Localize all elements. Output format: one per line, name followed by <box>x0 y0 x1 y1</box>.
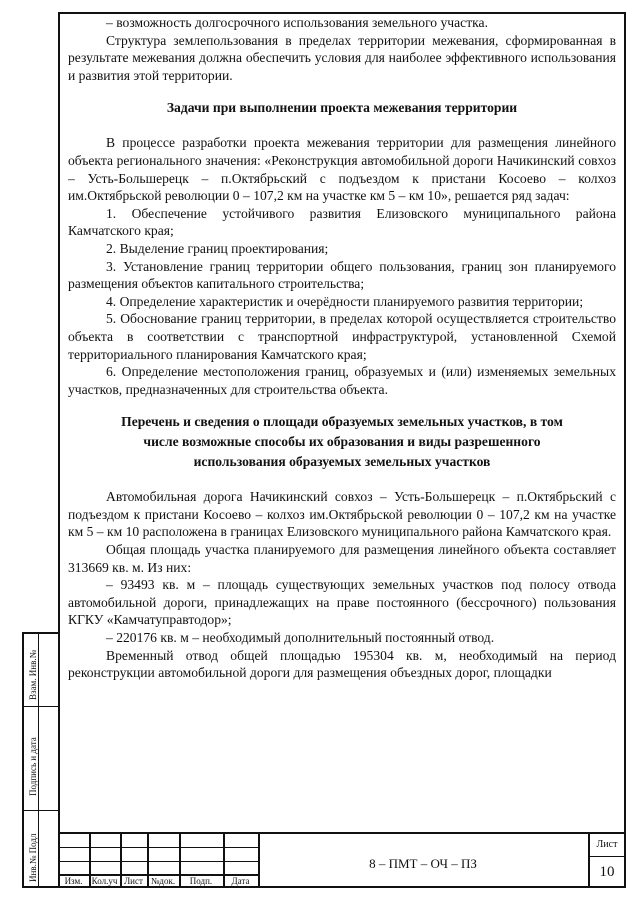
paragraph: Общая площадь участка планируемого для размещения линейного объекта составляет 313669 кв. м. Из них: <box>68 542 616 575</box>
title-block <box>58 832 626 888</box>
column-label: Подп. <box>189 876 213 886</box>
task-item: 5. Обоснование границ территории, в пределах которой осуществляется строительство объекта в соответствии с транспортной инфраструктурой, установленной Схемой территориального планирования Камчатского края; <box>68 311 616 362</box>
task-item: 6. Определение местоположения границ, образуемых и (или) изменяемых земельных участков, предназначенных для строительства объекта. <box>68 364 616 397</box>
section-heading: Задачи при выполнении проекта межевания территории <box>166 100 518 116</box>
column-label: Изм. <box>64 876 83 886</box>
paragraph: – 93493 кв. м – площадь существующих земельных участков под полосу отвода автомобильной дороги, принадлежащих на праве постоянного (бессрочного) пользования КГКУ «Камчатуправтодор»; <box>68 577 616 628</box>
margin-label: Подпись и дата <box>28 737 38 796</box>
column-label: Дата <box>231 876 250 886</box>
paragraph: – 220176 кв. м – необходимый дополнительный постоянный отвод. <box>106 630 495 646</box>
column-label: Кол.уч <box>91 876 118 886</box>
heading-line: Перечень и сведения о площади образуемых земельных участков, в том <box>121 414 563 430</box>
paragraph: – возможность долгосрочного использования земельного участка. <box>106 15 488 30</box>
paragraph: В процессе разработки проекта межевания территории для размещения линейного объекта регионального значения: «Реконструкция автомобильной дороги Начикинский совхоз – Усть-Большерецк – п.Октябрьский с подъездом к пристани Косоево – колхоз им.Октябрьской революции 0 – 107,2 км на участке км 5 – км 10», решается ряд задач: <box>68 135 616 204</box>
margin-label: Взам. Инв.№ <box>28 649 38 700</box>
task-item: 4. Определение характеристик и очерёдности планируемого развития территории; <box>106 293 584 309</box>
sheet-label: Лист <box>596 839 618 850</box>
paragraph: Автомобильная дорога Начикинский совхоз – Усть-Большерецк – п.Октябрьский с подъездом к пристани Косоево – колхоз им.Октябрьской революции 0 – 107,2 км на участке км 5 – км 10 расположена в границах Елизовского муниципального района Камчатского края. <box>68 489 616 540</box>
section-heading <box>68 412 616 472</box>
paragraph: Временный отвод общей площадью 195304 кв. м, необходимый на период реконструкции автомобильной дороги для размещения объездных дорог, площадки <box>68 647 616 681</box>
document-code: 8 – ПМТ – ОЧ – ПЗ <box>369 856 477 871</box>
task-item: 2. Выделение границ проектирования; <box>106 240 329 256</box>
column-label: №док. <box>150 876 176 886</box>
column-label: Лист <box>124 876 143 886</box>
margin-label: Инв.№ Подл <box>28 833 38 882</box>
heading-line: использования образуемых земельных участков <box>193 454 491 470</box>
sheet-number: 10 <box>599 864 615 880</box>
heading-line: числе возможные способы их образования и виды разрешенного <box>143 434 541 450</box>
document-body <box>68 14 616 832</box>
task-item: 1. Обеспечение устойчивого развития Елизовского муниципального района Камчатского края; <box>68 205 616 239</box>
task-item: 3. Установление границ территории общего пользования, границ зон планируемого размещения объектов капитального строительства; <box>68 258 616 292</box>
paragraph: Структура землепользования в пределах территории межевания, сформированная в результате межевания должна обеспечить условия для наиболее эффективного использования и развития этой территории. <box>68 32 616 83</box>
